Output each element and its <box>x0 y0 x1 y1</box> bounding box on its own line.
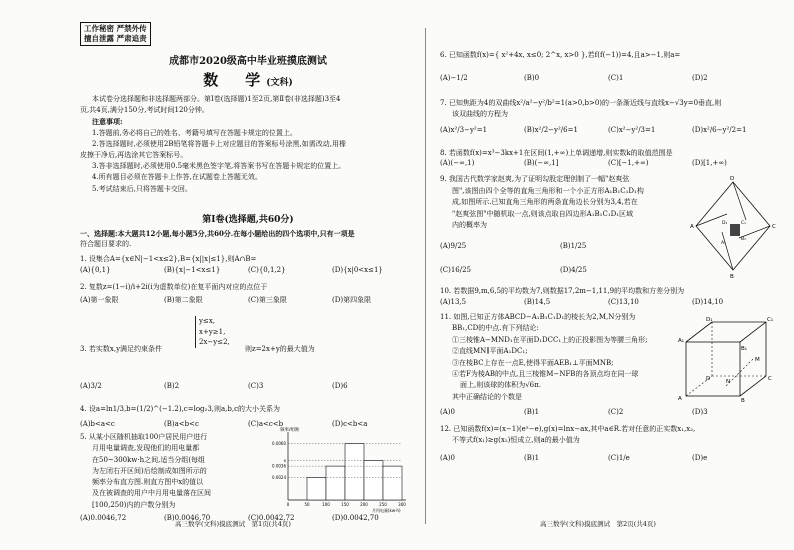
q12-stem-line: 12. 已知函数f(x)=(x−1)(eˣ−e),g(x)=lnx−ax,其中a∈R.若对任意的正实数x₁,x₂, <box>440 425 696 433</box>
intro-line: 本试卷分选择题和非选择题两部分。第Ⅰ卷(选择题)1至2页,第Ⅱ卷(非选择题)3至4 <box>92 95 341 103</box>
frequency-histogram <box>260 426 416 514</box>
q5-stem-line: 5. 从某小区随机抽取100户居民用户进行 <box>80 433 208 441</box>
q10-options <box>440 298 776 306</box>
q6-options <box>440 74 776 82</box>
inner-square <box>730 224 740 236</box>
histogram-bar <box>307 477 326 500</box>
q1-options <box>80 266 416 274</box>
q5-stem-line: 为左闭右开区间)后绘制成如图所示的 <box>92 466 207 475</box>
q2-option-c: (C)第三象限 <box>248 296 287 304</box>
q11-stem-line: ②直线MN∥平面A₁DC₁; <box>452 347 528 356</box>
q9-option-a: (A)9/25 <box>440 242 467 250</box>
q1-option-d: (D){x|0<x≤1} <box>332 266 383 274</box>
q7-stem <box>440 98 776 120</box>
histogram-bar <box>364 460 383 500</box>
q12-stem-line: 不等式f(x₁)≥g(x₂)恒成立,则a的最小值为 <box>452 436 580 445</box>
q5-option-c: (C)0.0042,72 <box>248 514 295 522</box>
notice-line: 5.考试结束后,只将答题卡交回。 <box>92 184 192 193</box>
q6-option-b: (B)0 <box>524 74 540 82</box>
q5-stem <box>80 432 260 511</box>
q8-option-c: (C)[−1,+∞) <box>608 159 649 167</box>
subject-note: (文科) <box>266 78 293 88</box>
section-intro <box>80 228 416 250</box>
q7-options <box>440 126 776 134</box>
x-tick-label: 150 <box>341 502 349 507</box>
q2-stem: 2. 复数z=(1−i)/i+2i(i为虚数单位)在复平面内对应的点位于 <box>80 283 268 291</box>
x-axis-label: 月用电量(kw·h) <box>372 508 401 513</box>
label-vertex: A <box>690 224 694 230</box>
y-tick-label: 0.0024 <box>272 474 286 480</box>
q11-option-b: (B)1 <box>524 408 540 416</box>
histogram-bar <box>345 444 364 500</box>
x-tick-label: 100 <box>322 502 330 507</box>
q6-stem: 6. 已知函数f(x)={ x²+4x, x≤0; 2^x, x>0 },若f(f(−1))=4,且a>−1,则a= <box>440 51 681 59</box>
q5-stem-line: [100,250)内的户数分别为 <box>92 500 176 509</box>
q11-option-a: (A)0 <box>440 408 455 416</box>
label-point: M <box>755 357 760 363</box>
q1-option-c: (C){0,1,2} <box>248 266 286 274</box>
notice-line: 皮擦干净后,再选涂其它答案标号。 <box>80 151 188 160</box>
q4-stem: 4. 设a=ln1/3,b=(1/2)^(−1.2),c=log₂3,则a,b,c的大小关系为 <box>80 405 281 413</box>
cube-front-face <box>686 342 740 396</box>
q2-options <box>80 295 416 305</box>
q11-stem-line: 面上,则该球的体积为√6π. <box>460 381 541 390</box>
q11-stem-line: 其中正确结论的个数是 <box>452 392 522 401</box>
label-vertex: B <box>730 274 734 280</box>
q7-option-a: (A)x²/3−y²=1 <box>440 126 488 134</box>
notice-line: 2.答选择题时,必须使用2B铅笔将答题卡上对应题目的答案标号涂黑,如需改动,用橡 <box>92 139 346 148</box>
label-vertex: C <box>772 224 776 230</box>
q11-options <box>440 408 776 416</box>
seal-line-2: 擅自泄露 严肃追责 <box>84 34 147 43</box>
notice-title: 注意事项: <box>92 117 123 127</box>
q5-stem-line: 月用电量调查,发现他们的用电量都 <box>92 444 200 453</box>
q11-stem-line: ④若F为棱AB的中点,且三棱锥M−NFB的各顶点均在同一球 <box>452 370 639 379</box>
section-intro-line: 符合题目要求的. <box>80 240 132 249</box>
y-tick-label: x <box>283 457 286 463</box>
q4-option-a: (A)b<a<c <box>80 420 115 428</box>
q7-option-c: (C)x²−y²/3=1 <box>608 126 656 134</box>
y-axis-label: 频率/组距 <box>280 428 300 433</box>
label-vertex: B₁ <box>741 346 747 352</box>
label-vertex: C₁ <box>767 317 774 323</box>
q3-system-line: y≤x, <box>199 317 215 325</box>
label-vertex: D₁ <box>722 221 728 226</box>
q11-stem <box>440 312 678 403</box>
q3-option-a: (A)3/2 <box>80 382 102 390</box>
q3-system-line: x+y≥1, <box>199 327 226 336</box>
intro-block <box>80 94 416 195</box>
q1-option-b: (B){x|−1<x≤1} <box>164 266 221 274</box>
label-vertex: D₁ <box>706 317 713 323</box>
q3-option-c: (C)3 <box>248 382 264 390</box>
q9-options-row <box>440 234 680 258</box>
y-tick-label: 0.0060 <box>272 441 286 447</box>
q1-stem: 1. 设集合A={x∈N|−1<x≤2},B={x||x|≤1},则A∩B= <box>80 255 257 263</box>
q11-option-c: (C)2 <box>608 408 624 416</box>
q12-stem <box>440 424 776 446</box>
cube-edge <box>686 322 712 342</box>
q11-stem-line: BB₁,CD的中点.有下列结论: <box>452 324 539 333</box>
q2-option-a: (A)第一象限 <box>80 296 119 304</box>
q3-options <box>80 382 416 390</box>
subject-title <box>80 69 416 90</box>
q7-option-d: (D)x²/6−y²/2=1 <box>692 126 747 134</box>
q10-stem: 10. 若数据9,m,6,5的平均数为7,则数据17,2m−1,11,9的平均数和方差分别为 <box>440 287 685 295</box>
confidential-seal <box>80 22 151 46</box>
q9-option-d: (D)4/25 <box>560 266 587 274</box>
q12-options <box>440 454 776 462</box>
q5-stem-line: 在50~300kw·h之间,适当分组(每组 <box>92 455 206 464</box>
left-column <box>80 22 416 532</box>
q3-stem-b: 则z=2x+y的最大值为 <box>245 345 315 353</box>
q10-option-a: (A)13,5 <box>440 298 467 306</box>
q5-option-a: (A)0.0046,72 <box>80 514 127 522</box>
x-tick-label: 0 <box>286 502 290 507</box>
q5-option-d: (D)0.0042,70 <box>332 514 379 522</box>
q5-option-b: (B)0.0046,70 <box>164 514 211 522</box>
q9-stem-line: "赵爽弦图"中随机取一点,则该点取自四边形A₁B₁C₁D₁区域 <box>452 209 634 218</box>
histogram-bar <box>326 466 345 500</box>
label-vertex: D <box>706 376 711 382</box>
q8-option-d: (D)[1,+∞) <box>692 159 727 167</box>
q2-option-b: (B)第二象限 <box>164 296 203 304</box>
q9-stem-line: 成,如图所示.已知直角三角形的两条直角边长分别为3,4,若在 <box>452 198 638 207</box>
seal-line-1: 工作秘密 严禁外传 <box>84 24 147 33</box>
notice-line: 4.所有题目必须在答题卡上作答,在试题卷上答题无效。 <box>92 173 262 182</box>
label-vertex: C <box>768 376 772 382</box>
x-tick-label: 200 <box>360 502 368 507</box>
y-tick-label: 0.0036 <box>272 463 286 469</box>
label-vertex: A₁ <box>721 241 726 246</box>
q9-option-c: (C)16/25 <box>440 266 471 274</box>
q7-stem-line: 该双曲线的方程为 <box>452 110 508 119</box>
x-tick-label: 300 <box>398 502 406 507</box>
q3-option-b: (B)2 <box>164 382 180 390</box>
q6-option-c: (C)1 <box>608 74 624 82</box>
x-tick-label: 50 <box>304 502 310 507</box>
q8-option-a: (A)(−∞,1) <box>440 159 475 167</box>
q10-option-c: (C)13,10 <box>608 298 639 306</box>
q10-option-d: (D)14,10 <box>692 298 724 306</box>
label-point: N <box>726 379 731 385</box>
q11-stem-line: ③在棱BC上存在一点E,使得平面AEB₁⊥平面MNB; <box>452 358 614 367</box>
q3-system <box>195 316 230 348</box>
q9-options <box>440 234 680 282</box>
zhao-line <box>733 182 746 220</box>
q8-stem: 8. 若函数f(x)=x³−3kx+1在区间(1,+∞)上单调递增,则实数k的取值范围是 <box>440 149 673 157</box>
q12-option-b: (B)1 <box>524 454 540 462</box>
label-vertex: B <box>741 398 745 402</box>
q9-stem-line: 9. 我国古代数学家赵爽,为了证明勾股定理创制了一幅"赵爽弦 <box>440 175 630 183</box>
q3-option-d: (D)6 <box>332 382 348 390</box>
q2-option-d: (D)第四象限 <box>332 296 372 304</box>
q9-stem-line: 图",该图由四个全等的直角三角形和一个小正方形A₁B₁C₁D₁构 <box>452 186 644 195</box>
label-vertex: D <box>730 176 735 182</box>
q4-option-d: (D)c<b<a <box>332 420 368 428</box>
q6-option-d: (D)2 <box>692 74 708 82</box>
q5-stem-line: 及在被调查的用户中月用电量落在区间 <box>92 489 211 498</box>
exam-title: 成都市2020级高中毕业班摸底测试 <box>169 56 327 67</box>
notice-line: 1.答题前,务必将自己的姓名、考籍号填写在答题卡规定的位置上。 <box>92 128 297 137</box>
q3-stem-a: 3. 若实数x,y满足约束条件 <box>80 345 163 353</box>
label-vertex: C₁ <box>741 221 746 226</box>
q7-stem-line: 7. 已知焦距为4的双曲线x²/a²−y²/b²=1(a>0,b>0)的一条渐近线与直线x−√3y=0垂直,则 <box>440 99 722 107</box>
q5-stem-line: 频率分布直方图.则直方图中x的值以 <box>92 478 204 487</box>
right-column <box>440 22 776 532</box>
footer-left: 高三数学(文科)摸底测试 第1页(共4页) <box>175 520 291 528</box>
q7-option-b: (B)x²/2−y²/6=1 <box>524 126 578 134</box>
x-tick-label: 250 <box>379 502 387 507</box>
intro-line: 页,共4页,满分150分,考试时间120分钟。 <box>80 106 209 115</box>
q12-option-c: (C)1/e <box>608 454 630 462</box>
q11-stem-line: ①三棱锥A−MND₁在平面D₁DCC₁上的正投影图为等腰三角形; <box>452 335 648 344</box>
notice-line: 3.答非选择题时,必须使用0.5毫米黑色签字笔,将答案书写在答题卡规定的位置上。 <box>92 162 346 171</box>
cube-edge <box>740 322 766 342</box>
q9-stem-line: 内的概率为 <box>452 221 487 230</box>
q8-option-b: (B)(−∞,1] <box>524 159 559 167</box>
q9-options-row <box>440 258 680 282</box>
q8-options <box>440 159 776 167</box>
subject-name: 数 学 <box>203 71 267 89</box>
section-title: 第Ⅰ卷(选择题,共60分) <box>202 215 294 225</box>
q4-option-b: (B)a<b<c <box>164 420 199 428</box>
label-vertex: A₁ <box>678 338 684 344</box>
zhao-shuang-diagram <box>690 174 776 282</box>
q4-option-c: (C)a<c<b <box>248 420 284 428</box>
q12-option-a: (A)0 <box>440 454 455 462</box>
cube-diagram <box>678 316 776 402</box>
q9-stem <box>440 174 680 232</box>
q12-option-d: (D)e <box>692 454 708 462</box>
q11-option-d: (D)3 <box>692 408 708 416</box>
label-vertex: A <box>678 396 682 402</box>
q1-option-a: (A){0,1} <box>80 266 111 274</box>
q11-stem-line: 11. 如图,已知正方体ABCD−A₁B₁C₁D₁的棱长为2,M,N分别为 <box>440 313 636 321</box>
q3-system-line: 2x−y≤2, <box>199 338 230 346</box>
q10-option-b: (B)14,5 <box>524 298 551 306</box>
histogram-bar <box>383 466 402 500</box>
label-vertex: B₁ <box>741 237 746 242</box>
footer-right: 高三数学(文科)摸底测试 第2页(共4页) <box>540 520 656 528</box>
zhao-line <box>722 232 733 270</box>
q6-option-a: (A)−1/2 <box>440 74 468 82</box>
cube-edge <box>740 376 766 396</box>
column-divider <box>425 28 426 524</box>
q9-option-b: (B)1/25 <box>560 242 587 250</box>
section-intro-line: 一、选择题:本大题共12小题,每小题5分,共60分.在每小题给出的四个选项中,只有一项是 <box>80 229 355 238</box>
